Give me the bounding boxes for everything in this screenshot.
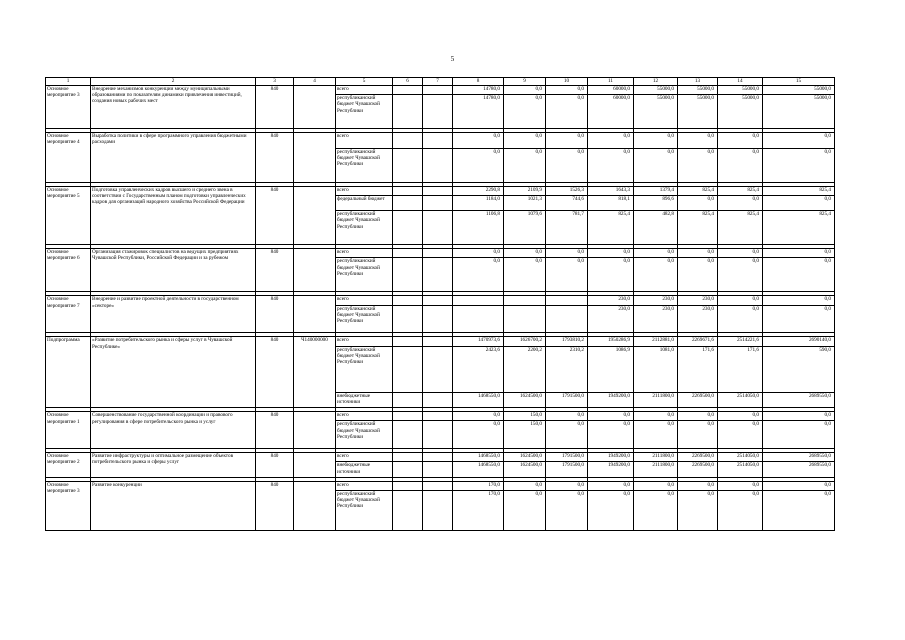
table-row: [46, 249, 835, 258]
value-cell: 55000,0: [678, 86, 718, 95]
funding-source-cell: внебюджетные источники: [336, 392, 393, 407]
row-type-cell: Основное мероприятие 3: [46, 481, 91, 530]
funding-source-cell: всего: [336, 133, 393, 148]
value-cell: 0,0: [634, 133, 678, 148]
row-title-cell: Развитие конкуренции: [91, 481, 256, 530]
value-cell: [453, 296, 504, 305]
value-cell: 825,4: [763, 186, 835, 195]
value-cell: 1468550,0: [453, 453, 504, 462]
value-cell: 0,0: [634, 412, 678, 421]
value-cell: 1079,6: [504, 211, 546, 245]
value-cell: [423, 95, 453, 129]
value-cell: 150,0: [504, 421, 546, 449]
value-cell: 230,0: [678, 296, 718, 305]
value-cell: [393, 249, 423, 258]
value-cell: 0,0: [504, 86, 546, 95]
value-cell: 0,0: [634, 421, 678, 449]
header-cell: 9: [504, 78, 546, 86]
value-cell: [393, 481, 423, 490]
value-cell: 0,0: [763, 258, 835, 292]
value-cell: [423, 211, 453, 245]
value-cell: [423, 258, 453, 292]
header-cell: 10: [546, 78, 588, 86]
value-cell: 0,0: [718, 305, 763, 333]
value-cell: 55000,0: [718, 86, 763, 95]
value-cell: 2269500,0: [678, 462, 718, 477]
value-cell: 2109,9: [504, 186, 546, 195]
value-cell: 2111800,0: [634, 462, 678, 477]
value-cell: [393, 95, 423, 129]
value-cell: 1950286,9: [588, 337, 634, 346]
row-code-cell: 840: [256, 453, 294, 478]
value-cell: [393, 133, 423, 148]
value-cell: [393, 453, 423, 462]
page-number: 5: [450, 55, 455, 63]
value-cell: 2689550,0: [763, 392, 835, 407]
value-cell: 0,0: [678, 148, 718, 182]
value-cell: 230,0: [634, 305, 678, 333]
value-cell: 1184,0: [453, 195, 504, 210]
value-cell: 0,0: [763, 421, 835, 449]
funding-source-cell: всего: [336, 453, 393, 462]
header-cell: 15: [763, 78, 835, 86]
value-cell: 55000,0: [763, 95, 835, 129]
value-cell: 0,0: [453, 258, 504, 292]
value-cell: 0,0: [588, 491, 634, 531]
funding-source-cell: республиканский бюджет Чувашской Республики: [336, 148, 393, 182]
value-cell: 0,0: [763, 133, 835, 148]
value-cell: 1624500,0: [504, 392, 546, 407]
value-cell: 0,0: [678, 133, 718, 148]
funding-source-cell: всего: [336, 296, 393, 305]
value-cell: 2310,2: [546, 346, 588, 392]
value-cell: 0,0: [634, 258, 678, 292]
value-cell: 0,0: [718, 421, 763, 449]
value-cell: 0,0: [678, 258, 718, 292]
value-cell: 0,0: [546, 481, 588, 490]
value-cell: 0,0: [546, 86, 588, 95]
header-cell: 4: [294, 78, 336, 86]
row-type-cell: Основное мероприятие 1: [46, 412, 91, 449]
value-cell: 0,0: [546, 412, 588, 421]
value-cell: [423, 305, 453, 333]
table-row: [46, 337, 835, 346]
value-cell: 0,0: [504, 95, 546, 129]
value-cell: [423, 412, 453, 421]
value-cell: 0,0: [678, 195, 718, 210]
row-title-cell: «Развитие потребительского рынка и сферы услуг в Чувашской Республике»: [91, 337, 256, 408]
row-program-code-cell: [294, 412, 336, 449]
value-cell: 0,0: [453, 133, 504, 148]
budget-table: [45, 77, 835, 531]
header-cell: 6: [393, 78, 423, 86]
value-cell: 0,0: [718, 148, 763, 182]
value-cell: 0,0: [453, 249, 504, 258]
value-cell: 2689550,0: [763, 453, 835, 462]
table-row: [46, 86, 835, 95]
value-cell: 170,0: [453, 491, 504, 531]
value-cell: 0,0: [588, 148, 634, 182]
value-cell: 0,0: [634, 148, 678, 182]
value-cell: [393, 392, 423, 407]
value-cell: 2269500,0: [678, 453, 718, 462]
value-cell: 55000,0: [678, 95, 718, 129]
value-cell: 150,0: [504, 412, 546, 421]
table-row: [46, 186, 835, 195]
value-cell: 0,0: [453, 148, 504, 182]
value-cell: 60000,0: [588, 95, 634, 129]
value-cell: 0,0: [763, 481, 835, 490]
value-cell: [423, 392, 453, 407]
funding-source-cell: федеральный бюджет: [336, 195, 393, 210]
value-cell: 171,6: [678, 346, 718, 392]
value-cell: 825,4: [678, 186, 718, 195]
value-cell: 170,0: [453, 481, 504, 490]
table-row: [46, 133, 835, 148]
value-cell: 0,0: [634, 491, 678, 531]
row-program-code-cell: [294, 296, 336, 333]
value-cell: 0,0: [504, 491, 546, 531]
value-cell: 0,0: [763, 412, 835, 421]
value-cell: [423, 186, 453, 195]
value-cell: 0,0: [718, 296, 763, 305]
value-cell: 482,8: [634, 211, 678, 245]
row-title-cell: Внедрение и развитие проектной деятельности в государственном «секторе»: [91, 296, 256, 333]
value-cell: [423, 481, 453, 490]
row-title-cell: Выработка политики в сфере программного управления бюджетными расходами: [91, 133, 256, 182]
value-cell: 2269500,0: [678, 392, 718, 407]
value-cell: 0,0: [718, 258, 763, 292]
value-cell: [546, 305, 588, 333]
value-cell: 1086,9: [588, 346, 634, 392]
table-row: [46, 481, 835, 490]
value-cell: 55000,0: [718, 95, 763, 129]
value-cell: [393, 86, 423, 95]
value-cell: 0,0: [718, 195, 763, 210]
value-cell: 0,0: [763, 296, 835, 305]
value-cell: 2514221,6: [718, 337, 763, 346]
value-cell: 825,4: [718, 211, 763, 245]
row-code-cell: 840: [256, 412, 294, 449]
value-cell: [423, 453, 453, 462]
row-code-cell: 840: [256, 296, 294, 333]
value-cell: 0,0: [546, 148, 588, 182]
value-cell: 825,4: [718, 186, 763, 195]
value-cell: [423, 249, 453, 258]
table-header-row: [46, 78, 835, 86]
value-cell: [393, 296, 423, 305]
header-cell: 3: [256, 78, 294, 86]
value-cell: 0,0: [678, 421, 718, 449]
row-program-code-cell: Ч140000000: [294, 337, 336, 408]
value-cell: [546, 296, 588, 305]
value-cell: [423, 337, 453, 346]
row-type-cell: Основное мероприятие 3: [46, 86, 91, 129]
row-type-cell: Основное мероприятие 7: [46, 296, 91, 333]
row-title-cell: Организация стажировок специалистов на ведущих предприятиях Чувашской Республики, Российской Федерации и за рубежом: [91, 249, 256, 292]
value-cell: 230,0: [678, 305, 718, 333]
value-cell: 1791500,0: [546, 462, 588, 477]
header-cell: 5: [336, 78, 393, 86]
value-cell: 2112881,0: [634, 337, 678, 346]
value-cell: 1470973,6: [453, 337, 504, 346]
value-cell: 0,0: [546, 491, 588, 531]
funding-source-cell: внебюджетные источники: [336, 462, 393, 477]
value-cell: 1624500,0: [504, 462, 546, 477]
value-cell: 825,4: [678, 211, 718, 245]
header-cell: 7: [423, 78, 453, 86]
value-cell: 0,0: [718, 412, 763, 421]
value-cell: [423, 491, 453, 531]
value-cell: [423, 133, 453, 148]
header-cell: 8: [453, 78, 504, 86]
value-cell: 0,0: [504, 148, 546, 182]
value-cell: 0,0: [634, 249, 678, 258]
value-cell: 14780,0: [453, 86, 504, 95]
value-cell: [393, 305, 423, 333]
value-cell: 0,0: [588, 249, 634, 258]
funding-source-cell: республиканский бюджет Чувашской Республики: [336, 211, 393, 245]
value-cell: 1949200,0: [588, 462, 634, 477]
value-cell: [393, 412, 423, 421]
value-cell: 0,0: [588, 133, 634, 148]
funding-source-cell: всего: [336, 186, 393, 195]
funding-source-cell: всего: [336, 249, 393, 258]
row-code-cell: 840: [256, 86, 294, 129]
value-cell: [423, 195, 453, 210]
table-row: [46, 296, 835, 305]
row-type-cell: Основное мероприятие 2: [46, 453, 91, 478]
value-cell: 1468550,0: [453, 392, 504, 407]
row-type-cell: Основное мероприятие 6: [46, 249, 91, 292]
value-cell: 1526,3: [546, 186, 588, 195]
value-cell: 0,0: [718, 249, 763, 258]
value-cell: [393, 148, 423, 182]
value-cell: 2514050,0: [718, 462, 763, 477]
value-cell: 230,0: [588, 296, 634, 305]
value-cell: 818,1: [588, 195, 634, 210]
value-cell: 0,0: [453, 421, 504, 449]
value-cell: 1624500,0: [504, 453, 546, 462]
funding-source-cell: республиканский бюджет Чувашской Республики: [336, 346, 393, 392]
value-cell: [393, 337, 423, 346]
value-cell: 60000,0: [588, 86, 634, 95]
value-cell: 1791500,0: [546, 453, 588, 462]
value-cell: 230,0: [588, 305, 634, 333]
funding-source-cell: республиканский бюджет Чувашской Республики: [336, 491, 393, 531]
row-program-code-cell: [294, 453, 336, 478]
value-cell: 2423,6: [453, 346, 504, 392]
value-cell: [393, 195, 423, 210]
value-cell: 1468550,0: [453, 462, 504, 477]
value-cell: 14780,0: [453, 95, 504, 129]
value-cell: 744,6: [546, 195, 588, 210]
row-program-code-cell: [294, 133, 336, 182]
header-cell: 1: [46, 78, 91, 86]
funding-source-cell: всего: [336, 337, 393, 346]
row-code-cell: 840: [256, 337, 294, 408]
row-code-cell: 840: [256, 133, 294, 182]
value-cell: [393, 186, 423, 195]
value-cell: 0,0: [718, 481, 763, 490]
funding-source-cell: всего: [336, 412, 393, 421]
table-row: [46, 412, 835, 421]
value-cell: 1949200,0: [588, 453, 634, 462]
value-cell: 2200,2: [504, 346, 546, 392]
value-cell: 2290,8: [453, 186, 504, 195]
value-cell: 0,0: [588, 412, 634, 421]
value-cell: 1949200,0: [588, 392, 634, 407]
value-cell: 0,0: [678, 481, 718, 490]
value-cell: 0,0: [588, 481, 634, 490]
value-cell: 1081,0: [634, 346, 678, 392]
value-cell: 2690140,0: [763, 337, 835, 346]
funding-source-cell: всего: [336, 86, 393, 95]
row-program-code-cell: [294, 481, 336, 530]
value-cell: 0,0: [634, 481, 678, 490]
value-cell: [423, 462, 453, 477]
value-cell: [423, 86, 453, 95]
header-cell: 11: [588, 78, 634, 86]
row-program-code-cell: [294, 86, 336, 129]
row-type-cell: Основное мероприятие 4: [46, 133, 91, 182]
value-cell: 2689550,0: [763, 462, 835, 477]
value-cell: 0,0: [546, 133, 588, 148]
row-title-cell: Внедрение механизмов конкуренции между муниципальными образованиями по показателям динамики привлечения инвестиций, создания новых рабочих мест: [91, 86, 256, 129]
funding-source-cell: республиканский бюджет Чувашской Республики: [336, 305, 393, 333]
value-cell: 1106,8: [453, 211, 504, 245]
value-cell: 0,0: [763, 305, 835, 333]
value-cell: 0,0: [504, 133, 546, 148]
row-code-cell: 840: [256, 481, 294, 530]
value-cell: 0,0: [546, 258, 588, 292]
value-cell: [504, 296, 546, 305]
value-cell: 896,6: [634, 195, 678, 210]
value-cell: [393, 462, 423, 477]
value-cell: 1793810,2: [546, 337, 588, 346]
row-title-cell: Совершенствование государственной координации и правового регулирования в сфере потребительского рынка и услуг: [91, 412, 256, 449]
value-cell: 55000,0: [634, 95, 678, 129]
value-cell: [393, 491, 423, 531]
value-cell: 781,7: [546, 211, 588, 245]
header-cell: 13: [678, 78, 718, 86]
row-program-code-cell: [294, 186, 336, 245]
header-cell: 12: [634, 78, 678, 86]
value-cell: [393, 211, 423, 245]
value-cell: 0,0: [546, 249, 588, 258]
value-cell: 0,0: [453, 412, 504, 421]
value-cell: [423, 296, 453, 305]
value-cell: 1643,3: [588, 186, 634, 195]
value-cell: 55000,0: [763, 86, 835, 95]
value-cell: 0,0: [763, 148, 835, 182]
funding-source-cell: республиканский бюджет Чувашской Республики: [336, 258, 393, 292]
row-code-cell: 840: [256, 249, 294, 292]
value-cell: 2514050,0: [718, 453, 763, 462]
value-cell: 2514050,0: [718, 392, 763, 407]
funding-source-cell: республиканский бюджет Чувашской Республики: [336, 95, 393, 129]
row-type-cell: Подпрограмма: [46, 337, 91, 408]
value-cell: [393, 258, 423, 292]
funding-source-cell: всего: [336, 481, 393, 490]
row-code-cell: 840: [256, 186, 294, 245]
value-cell: 2111800,0: [634, 453, 678, 462]
row-program-code-cell: [294, 249, 336, 292]
value-cell: [423, 346, 453, 392]
value-cell: [393, 346, 423, 392]
value-cell: 0,0: [678, 412, 718, 421]
value-cell: 55000,0: [634, 86, 678, 95]
header-cell: 14: [718, 78, 763, 86]
header-cell: 2: [91, 78, 256, 86]
value-cell: 0,0: [588, 258, 634, 292]
value-cell: 230,0: [634, 296, 678, 305]
row-type-cell: Основное мероприятие 5: [46, 186, 91, 245]
value-cell: 1626700,2: [504, 337, 546, 346]
value-cell: 0,0: [546, 95, 588, 129]
row-title-cell: Развитие инфраструктуры и оптимальное размещение объектов потребительского рынка и сферы услуг: [91, 453, 256, 478]
value-cell: 0,0: [718, 491, 763, 531]
value-cell: 2269671,6: [678, 337, 718, 346]
value-cell: 825,4: [588, 211, 634, 245]
value-cell: 0,0: [678, 491, 718, 531]
value-cell: 0,0: [504, 258, 546, 292]
value-cell: 0,0: [588, 421, 634, 449]
value-cell: 0,0: [718, 133, 763, 148]
value-cell: 0,0: [678, 249, 718, 258]
value-cell: 0,0: [763, 491, 835, 531]
value-cell: 825,4: [763, 211, 835, 245]
value-cell: 2111800,0: [634, 392, 678, 407]
table-row: [46, 453, 835, 462]
value-cell: 1791500,0: [546, 392, 588, 407]
value-cell: [393, 421, 423, 449]
value-cell: 0,0: [546, 421, 588, 449]
value-cell: 1021,3: [504, 195, 546, 210]
value-cell: [423, 148, 453, 182]
value-cell: [453, 305, 504, 333]
value-cell: 0,0: [504, 249, 546, 258]
funding-source-cell: республиканский бюджет Чувашской Республики: [336, 421, 393, 449]
value-cell: 0,0: [504, 481, 546, 490]
value-cell: 0,0: [763, 195, 835, 210]
value-cell: 171,6: [718, 346, 763, 392]
row-title-cell: Подготовка управленческих кадров высшего и среднего звена в соответствии с Государственным планом подготовки управленческих кадров для организаций народного хозяйства Российской Федерации: [91, 186, 256, 245]
value-cell: [504, 305, 546, 333]
value-cell: 590,0: [763, 346, 835, 392]
value-cell: 1379,4: [634, 186, 678, 195]
value-cell: [423, 421, 453, 449]
value-cell: 0,0: [763, 249, 835, 258]
